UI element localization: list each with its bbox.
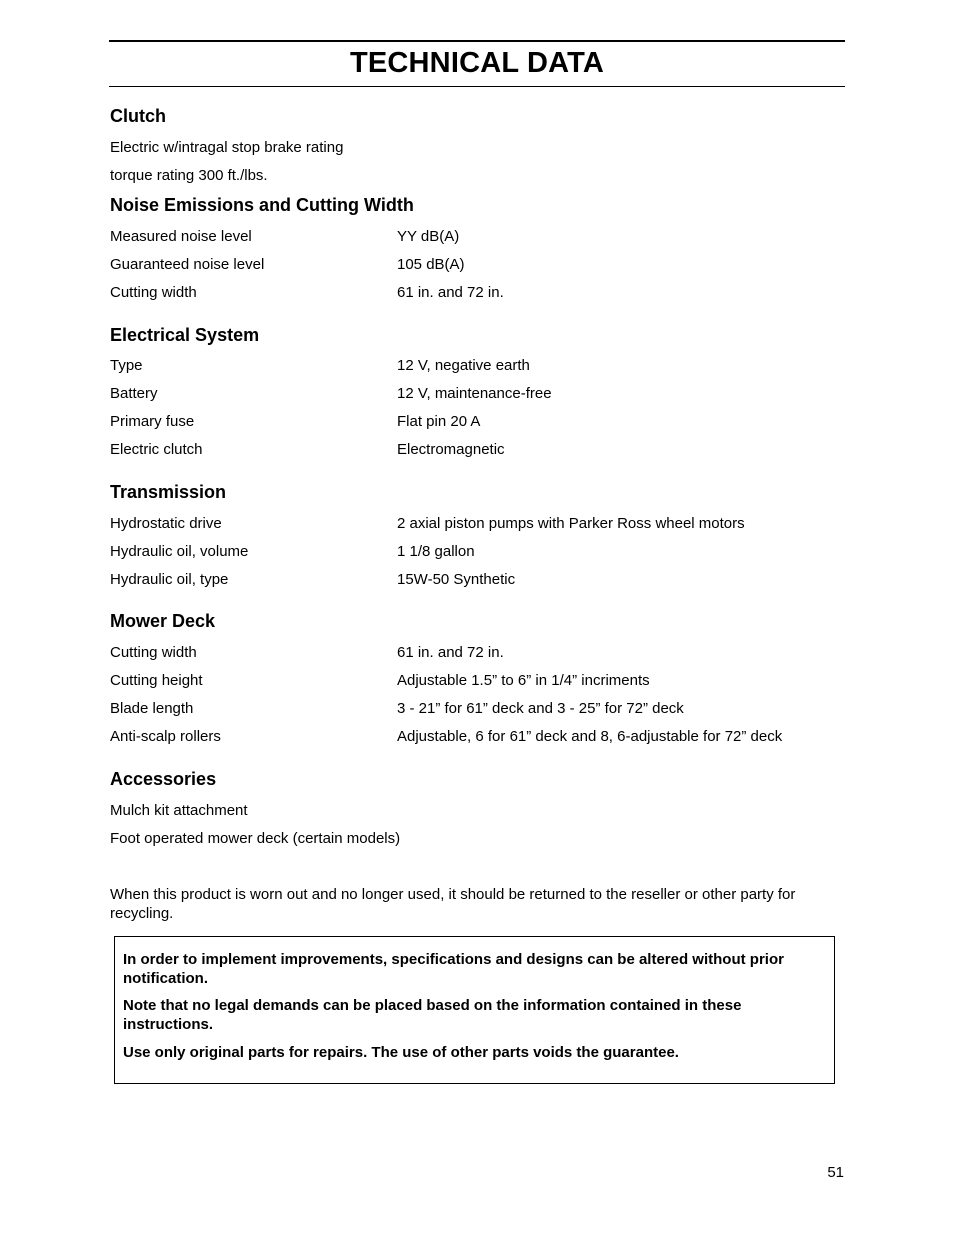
spec-value: 61 in. and 72 in. <box>397 284 504 301</box>
page-number: 51 <box>827 1164 844 1181</box>
spec-value: 61 in. and 72 in. <box>397 644 504 661</box>
clutch-line: Electric w/intragal stop brake rating <box>110 139 344 156</box>
spec-value: Flat pin 20 A <box>397 413 481 430</box>
spec-label: Type <box>110 357 143 374</box>
spec-label: Hydrostatic drive <box>110 515 222 532</box>
spec-value: 12 V, negative earth <box>397 357 530 374</box>
section-heading-mower-deck: Mower Deck <box>110 611 216 631</box>
notice-text: Note that no legal demands can be placed based on the information contained in these instructions. <box>123 997 742 1033</box>
spec-label: Electric clutch <box>110 441 203 458</box>
spec-label: Blade length <box>110 700 194 717</box>
spec-value: 105 dB(A) <box>397 256 465 273</box>
notice-text: In order to implement improvements, specifications and designs can be altered without prior notification. <box>123 951 784 987</box>
spec-value: 2 axial piston pumps with Parker Ross wheel motors <box>397 515 745 532</box>
spec-value: Adjustable 1.5” to 6” in 1/4” incriments <box>397 672 650 689</box>
spec-label: Battery <box>110 385 158 402</box>
notice-text: Use only original parts for repairs. The use of other parts voids the guarantee. <box>123 1044 679 1061</box>
spec-label: Cutting width <box>110 644 197 661</box>
accessory-item: Mulch kit attachment <box>110 802 248 819</box>
section-heading-accessories: Accessories <box>110 769 217 789</box>
spec-value: 1 1/8 gallon <box>397 543 475 560</box>
notice-box <box>114 936 835 1084</box>
spec-label: Hydraulic oil, type <box>110 571 229 588</box>
spec-value: 15W-50 Synthetic <box>397 571 516 588</box>
accessory-item: Foot operated mower deck (certain models) <box>110 830 401 847</box>
spec-label: Cutting height <box>110 672 203 689</box>
spec-value: YY dB(A) <box>397 228 460 245</box>
spec-label: Measured noise level <box>110 228 252 245</box>
spec-label: Anti-scalp rollers <box>110 728 221 745</box>
spec-label: Guaranteed noise level <box>110 256 265 273</box>
spec-value: 3 - 21” for 61” deck and 3 - 25” for 72” deck <box>397 700 684 717</box>
spec-label: Hydraulic oil, volume <box>110 543 249 560</box>
spec-label: Primary fuse <box>110 413 195 430</box>
title-top-rule <box>109 40 845 42</box>
section-heading-noise: Noise Emissions and Cutting Width <box>110 195 414 215</box>
title-bottom-rule <box>109 86 845 87</box>
section-heading-transmission: Transmission <box>110 482 227 502</box>
spec-value: 12 V, maintenance-free <box>397 385 552 402</box>
clutch-line: torque rating 300 ft./lbs. <box>110 167 268 184</box>
section-heading-electrical: Electrical System <box>110 325 260 345</box>
spec-label: Cutting width <box>110 284 197 301</box>
spec-value: Adjustable, 6 for 61” deck and 8, 6-adjustable for 72” deck <box>397 728 783 745</box>
recycling-note: When this product is worn out and no longer used, it should be returned to the reseller or other party for recycling. <box>110 886 796 922</box>
section-heading-clutch: Clutch <box>110 106 166 126</box>
page-title: TECHNICAL DATA <box>349 47 605 79</box>
spec-value: Electromagnetic <box>397 441 505 458</box>
